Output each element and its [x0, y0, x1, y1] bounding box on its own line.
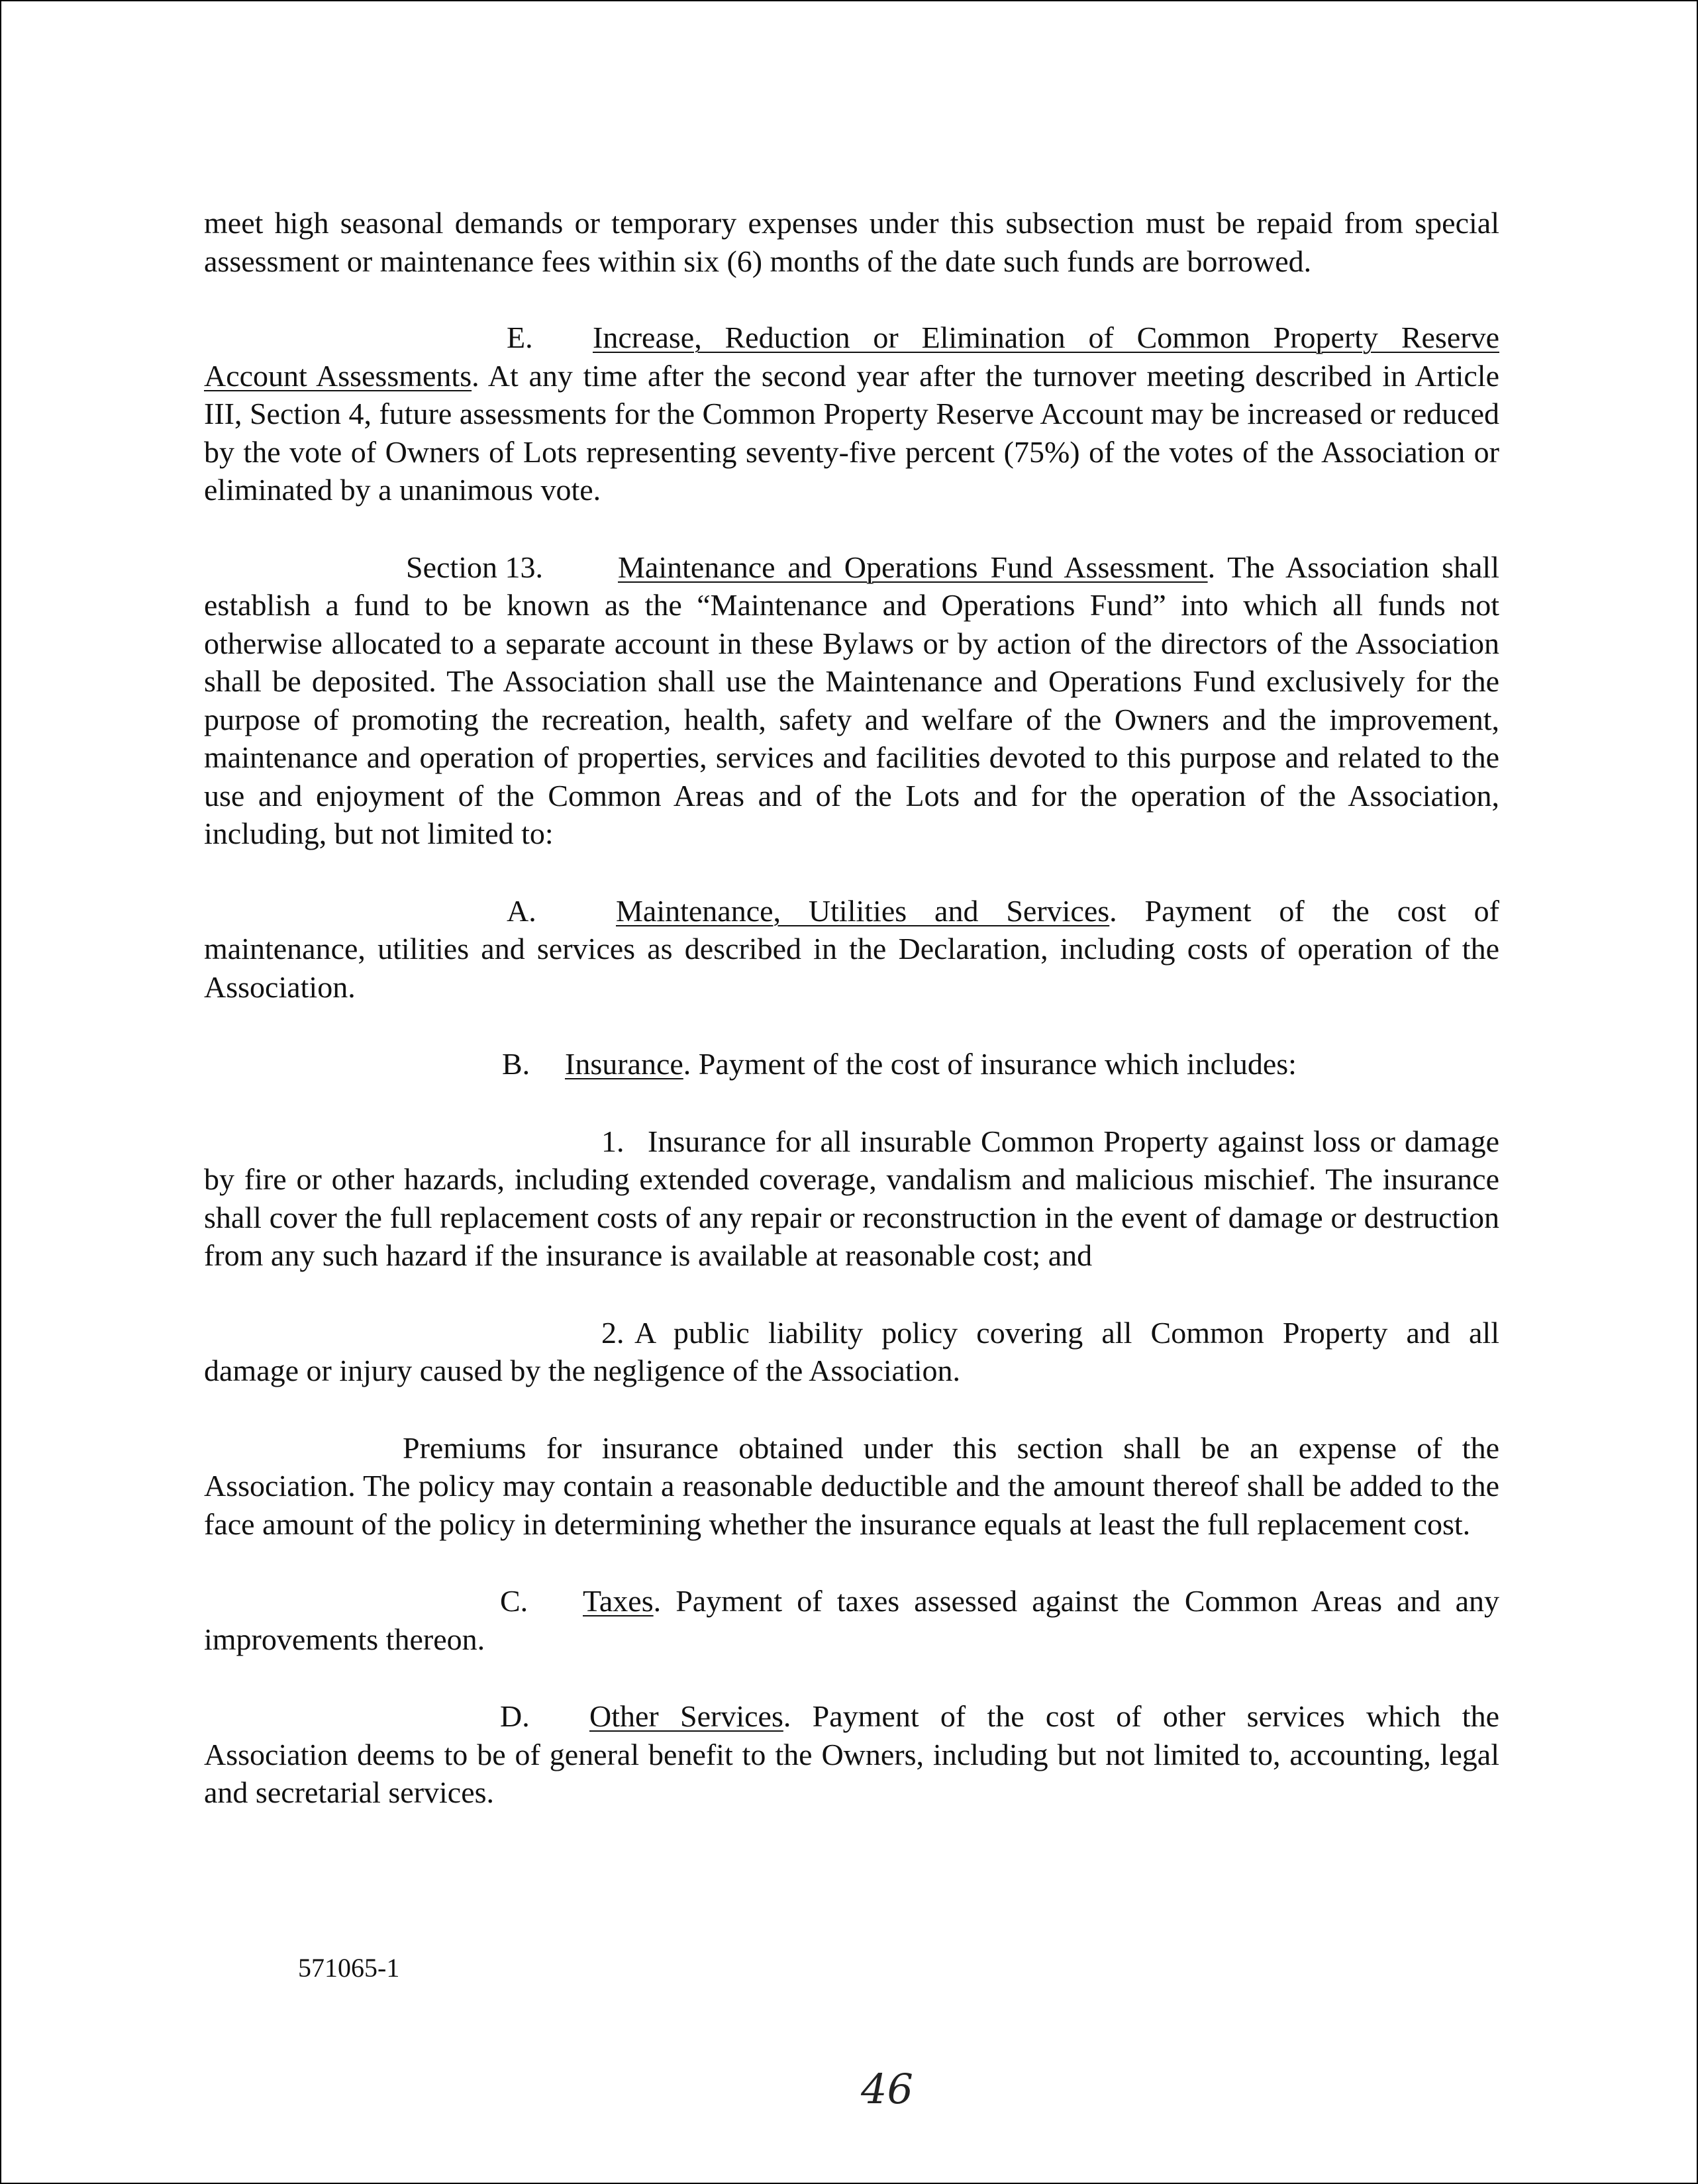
item-b2-text: A public liability policy covering all Common Property and all damage or injury caused by the negligence of the Association. — [204, 1315, 1499, 1387]
document-number: 571065-1 — [298, 1953, 400, 1983]
item-c-label: C. — [500, 1584, 528, 1618]
item-a-heading: Maintenance, Utilities and Services — [616, 893, 1110, 928]
section-13-heading: Maintenance and Operations Fund Assessment — [618, 550, 1208, 584]
item-e-label: E. — [507, 321, 533, 354]
paragraph-e — [204, 319, 1499, 509]
paragraph-a — [204, 892, 1499, 1007]
paragraph-b1 — [204, 1122, 1499, 1275]
item-c-text: . Payment of taxes assessed against the Common Areas and any improvements thereon. — [204, 1584, 1499, 1656]
paragraph-premiums: Premiums for insurance obtained under this section shall be an expense of the Association. The policy may contain a reasonable deductible and the amount thereof shall be added to the face amount of the policy in determining whether the insurance equals at least the full replacement cost. — [204, 1430, 1499, 1541]
paragraph-b — [204, 1045, 1499, 1083]
item-d-text: . Payment of the cost of other services which the Association deems to be of general benefit to the Owners, including but not limited to, accounting, legal and secretarial services. — [204, 1699, 1499, 1809]
document-body — [204, 204, 1499, 1812]
item-b2-label: 2. — [601, 1315, 624, 1350]
item-b-label: B. — [502, 1047, 530, 1081]
item-d-label: D. — [500, 1699, 530, 1733]
item-c-heading: Taxes — [583, 1584, 654, 1618]
item-a-label: A. — [507, 893, 536, 928]
paragraph-section-13 — [204, 548, 1499, 853]
item-b-heading: Insurance — [565, 1047, 683, 1081]
paragraph-d — [204, 1697, 1499, 1812]
item-a-text: . Payment of the cost of maintenance, utilities and services as described in the Declaration, including costs of operation of the Association. — [204, 893, 1499, 1004]
item-e-text: . At any time after the second year after the turnover meeting described in Article III, Section 4, future assessments for the Common Property Reserve Account may be increased or reduced by the vote of Owners of Lots representing seventy-five percent (75%) of the votes of the Association or eliminated by a unanimous vote. — [204, 358, 1500, 507]
item-d-heading: Other Services — [589, 1699, 783, 1733]
section-13-label: Section 13. — [406, 550, 543, 584]
paragraph-continuation: meet high seasonal demands or temporary expenses under this subsection must be repaid from special assessment or maintenance fees within six (6) months of the date such funds are borrowed. — [204, 206, 1499, 278]
handwritten-page-number: 46 — [861, 2065, 913, 2113]
item-b1-text: Insurance for all insurable Common Property against loss or damage by fire or other hazards, including extended coverage, vandalism and malicious mischief. The insurance shall cover the full replacement costs of any repair or reconstruction in the event of damage or destruction from any such hazard if the insurance is available at reasonable cost; and — [204, 1124, 1499, 1272]
section-13-text: . The Association shall establish a fund to be known as the “Maintenance and Operations Fund” into which all funds not otherwise allocated to a separate account in these Bylaws or by action of the directors of the Association shall be deposited. The Association shall use the Maintenance and Operations Fund exclusively for the purpose of promoting the recreation, health, safety and welfare of the Owners and the improvement, maintenance and operation of properties, services and facilities devoted to this purpose and related to the use and enjoyment of the Common Areas and of the Lots and for the operation of the Association, including, but not limited to: — [204, 550, 1499, 850]
item-b1-label: 1. — [601, 1124, 624, 1158]
paragraph-b2 — [204, 1314, 1499, 1390]
paragraph-c — [204, 1582, 1499, 1658]
item-b-text: . Payment of the cost of insurance which includes: — [683, 1047, 1297, 1081]
item-e-heading: Increase, Reduction or Elimination of Common Property Reserve Account Assessments — [204, 321, 1499, 393]
